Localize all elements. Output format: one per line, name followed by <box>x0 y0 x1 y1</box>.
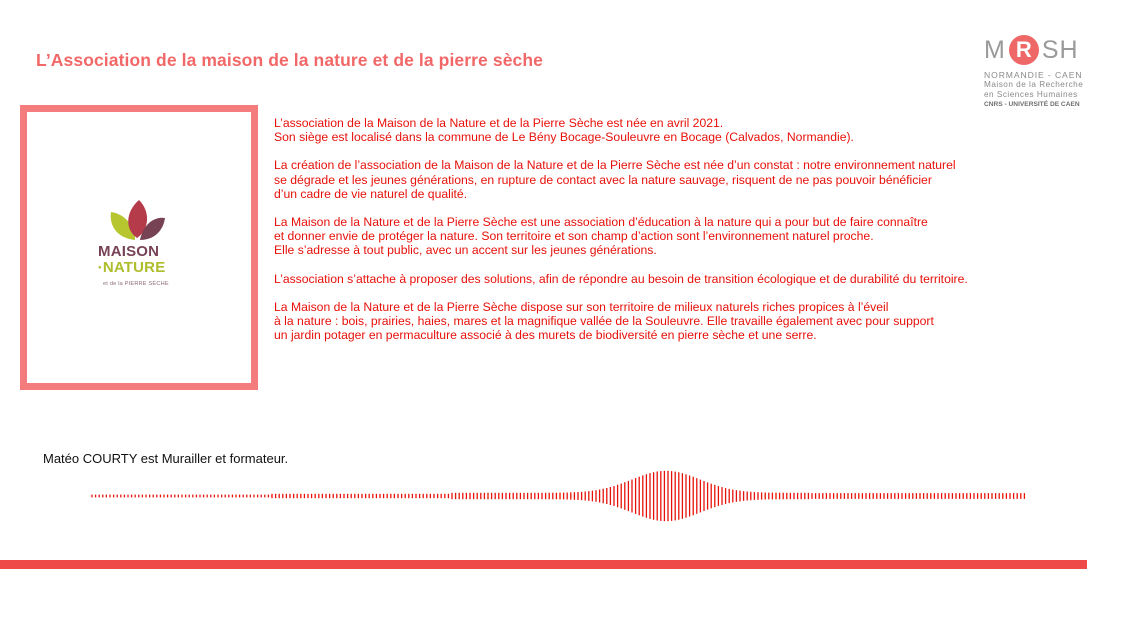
mrsh-wordmark <box>984 34 1096 66</box>
mrsh-line3: CNRS - UNIVERSITÉ DE CAEN <box>984 101 1080 108</box>
paragraph: La création de l’association de la Maison de la Nature et de la Pierre Sèche est née d’un constat : notre environnement naturel se dégrade et les jeunes générations, en rupture de contact avec la nature sauvage, risquent de ne pas pouvoir bénéficier d’un cadre de vie naturel de qualité. <box>274 158 956 201</box>
leaves-icon <box>109 198 167 242</box>
logo-tagline: et de la PIERRE SÈCHE <box>103 281 169 287</box>
mrsh-letter-m: M <box>984 35 1006 64</box>
mrsh-line2: en Sciences Humaines <box>984 90 1078 99</box>
page-title: L’Association de la maison de la nature et de la pierre sèche <box>36 50 543 70</box>
dot-icon: ● <box>98 265 102 272</box>
logo-word-maison: MAISON <box>98 243 160 260</box>
paragraph: L’association s’attache à proposer des solutions, afin de répondre au besoin de transition écologique et de durabilité du territoire. <box>274 271 968 286</box>
association-logo-frame <box>20 105 258 390</box>
paragraph: L’association de la Maison de la Nature et de la Pierre Sèche est née en avril 2021. Son siège est localisé dans la commune de Le Bény Bocage-Souleuvre en Bocage (Calvados, Normandie). <box>274 116 854 145</box>
audio-waveform-icon <box>90 468 1030 526</box>
logo-word-nature <box>98 259 165 276</box>
mrsh-line1: Maison de la Recherche <box>984 80 1084 89</box>
description-text <box>274 116 1094 356</box>
footer-bar <box>0 560 1087 569</box>
logo-nature-text: NATURE <box>102 259 166 276</box>
speaker-caption: Matéo COURTY est Murailler et formateur. <box>43 451 289 466</box>
mrsh-letter-r: R <box>1009 35 1039 65</box>
mrsh-letters-sh: SH <box>1041 35 1079 64</box>
mrsh-logo <box>984 34 1096 124</box>
mrsh-region: NORMANDIE - CAEN <box>984 70 1083 80</box>
paragraph: La Maison de la Nature et de la Pierre Sèche est une association d’éducation à la nature qui a pour but de faire connaître et donner envie de protéger la nature. Son territoire et son champ d’action sont l’environnement naturel proche. Elle s’adresse à tout public, avec un accent sur les jeunes générations. <box>274 215 928 258</box>
paragraph: La Maison de la Nature et de la Pierre Sèche dispose sur son territoire de milieux naturels riches propices à l’éveil à la nature : bois, prairies, haies, mares et la magnifique vallée de la Souleuvre. Elle travaille également avec pour support un jardin potager en permaculture associé à des murets de biodiversité en pierre sèche et une serre. <box>274 299 934 343</box>
